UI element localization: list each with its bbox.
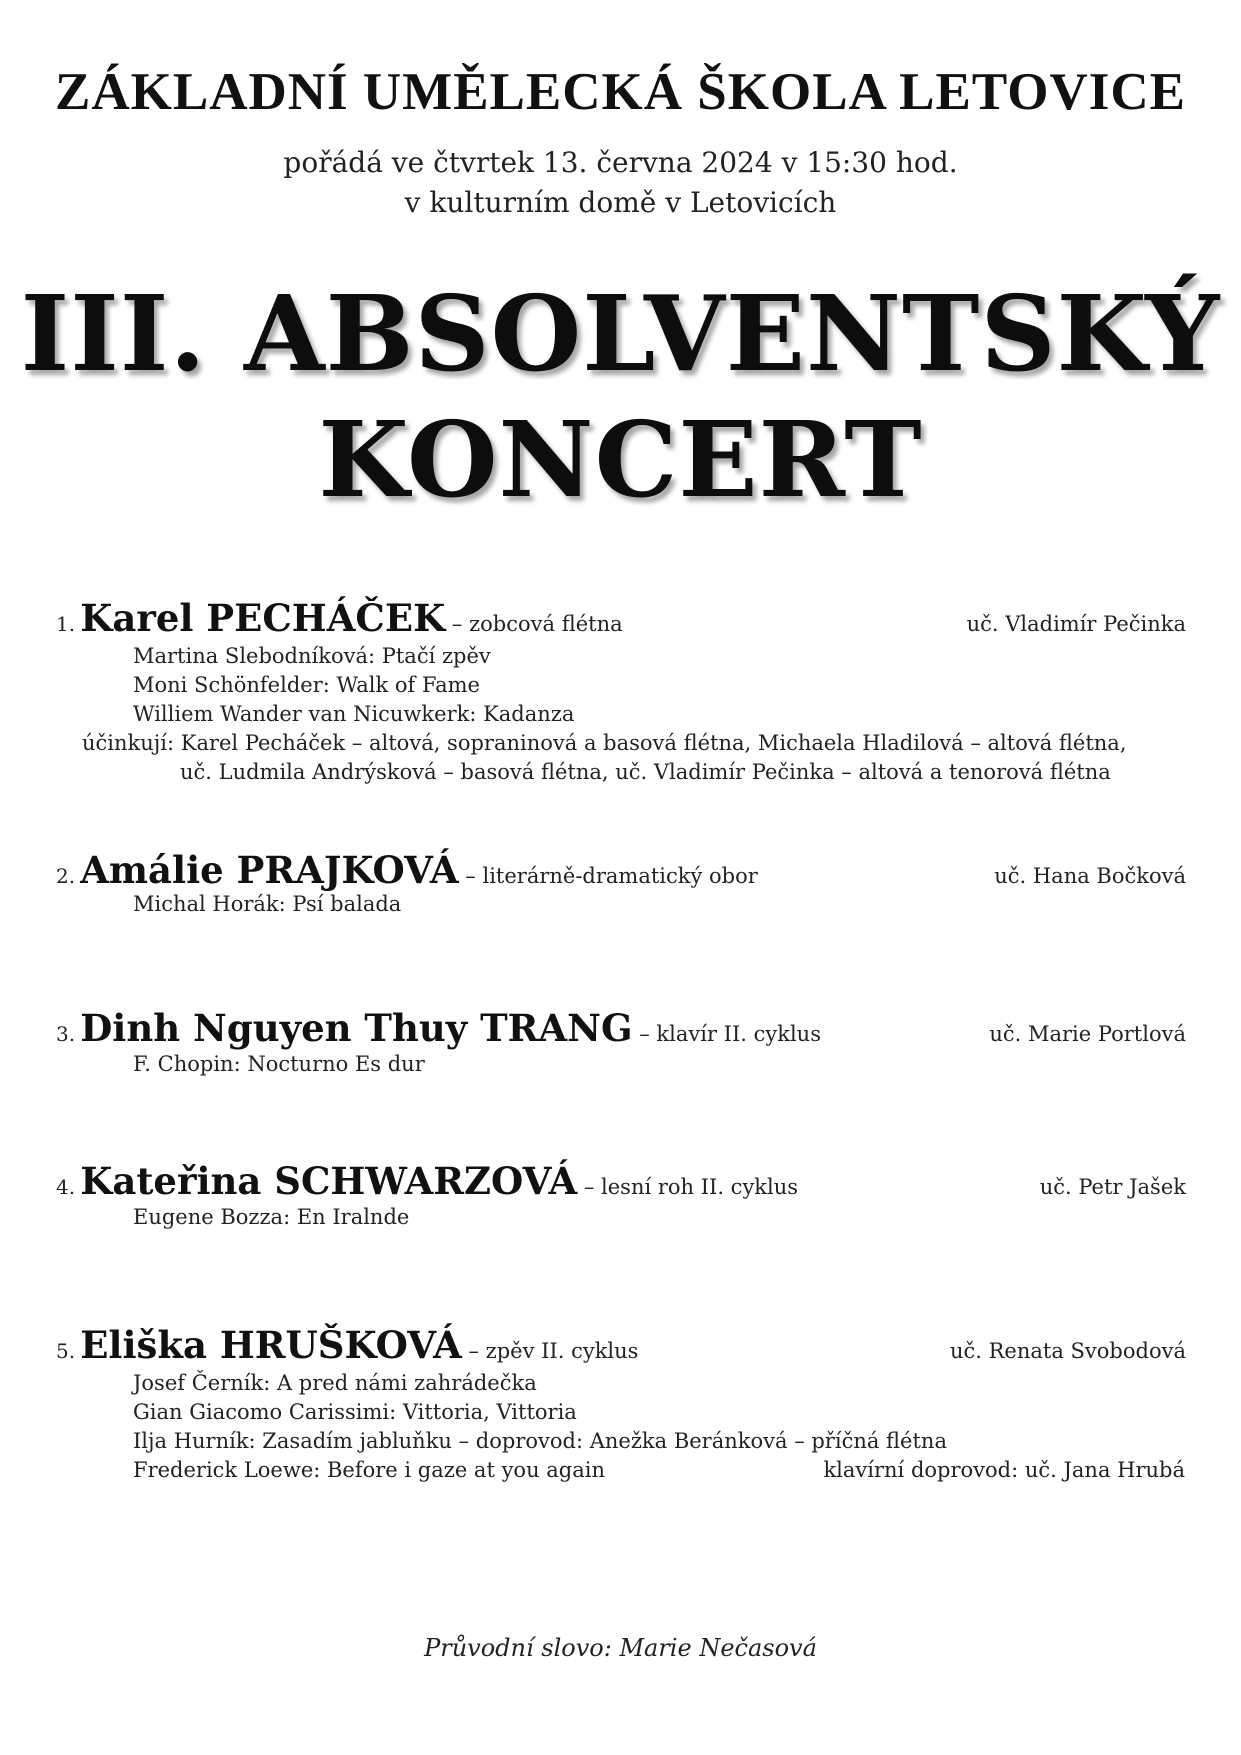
performer-instrument: – zpěv II. cyklus	[461, 1339, 639, 1363]
performer-number: 5.	[56, 1339, 76, 1363]
venue-line: v kulturním domě v Letovicích	[404, 186, 837, 219]
piece-item: Ilja Hurník: Zasadím jabluňku – doprovod: Anežka Beránková – příčná flétna	[133, 1429, 947, 1453]
performer-number: 1.	[56, 612, 76, 636]
performer-teacher: uč. Petr Jašek	[1039, 1175, 1186, 1199]
school-name: ZÁKLADNÍ UMĚLECKÁ ŠKOLA LETOVICE	[55, 63, 1186, 121]
piece-item: Frederick Loewe: Before i gaze at you again	[133, 1458, 605, 1482]
piece-item: F. Chopin: Nocturno Es dur	[133, 1052, 425, 1076]
piece-item: Eugene Bozza: En Iralnde	[133, 1205, 410, 1229]
performer-teacher: uč. Renata Svobodová	[949, 1339, 1186, 1363]
performer-name: Eliška HRUŠKOVÁ	[80, 1323, 462, 1367]
piece-item: Josef Černík: A pred námi zahrádečka	[133, 1371, 537, 1395]
performer-heading	[56, 596, 1186, 640]
date-line: pořádá ve čtvrtek 13. června 2024 v 15:30 hod.	[283, 146, 958, 179]
performing-line-1: účinkují: Karel Pecháček – altová, sopraninová a basová flétna, Michaela Hladilová – altová flétna,	[82, 731, 1127, 755]
performer-number: 2.	[56, 864, 76, 888]
performer-number: 4.	[56, 1175, 76, 1199]
performer-instrument: – zobcová flétna	[445, 612, 623, 636]
performer-heading	[56, 1159, 1186, 1203]
performer-name: Dinh Nguyen Thuy TRANG	[80, 1006, 633, 1050]
performer-instrument: – literárně-dramatický obor	[458, 864, 758, 888]
piece-item: Martina Slebodníková: Ptačí zpěv	[133, 644, 491, 668]
piece-item: Gian Giacomo Carissimi: Vittoria, Vittoria	[133, 1400, 577, 1424]
concert-title-line1: III. ABSOLVENTSKÝ	[20, 272, 1221, 395]
performer-heading	[56, 1006, 1186, 1050]
narration-credit: Průvodní slovo: Marie Nečasová	[424, 1634, 817, 1662]
performer-teacher: uč. Marie Portlová	[989, 1022, 1186, 1046]
performer-heading	[56, 1323, 1186, 1367]
performer-instrument: – klavír II. cyklus	[632, 1022, 821, 1046]
concert-title-line2: KONCERT	[318, 398, 923, 521]
performing-line-2: uč. Ludmila Andrýsková – basová flétna, uč. Vladimír Pečinka – altová a tenorová flétna	[180, 760, 1111, 784]
performer-teacher: uč. Vladimír Pečinka	[966, 612, 1186, 636]
accompaniment-note: klavírní doprovod: uč. Jana Hrubá	[823, 1458, 1185, 1482]
performer-instrument: – lesní roh II. cyklus	[577, 1175, 799, 1199]
performer-name: Kateřina SCHWARZOVÁ	[80, 1159, 578, 1203]
performer-heading	[56, 848, 1186, 892]
performer-number: 3.	[56, 1022, 76, 1046]
performer-teacher: uč. Hana Bočková	[994, 864, 1186, 888]
piece-item: Williem Wander van Nicuwkerk: Kadanza	[133, 702, 575, 726]
performer-name: Amálie PRAJKOVÁ	[80, 848, 459, 892]
performer-name: Karel PECHÁČEK	[80, 596, 446, 640]
piece-item: Moni Schönfelder: Walk of Fame	[133, 673, 480, 697]
piece-item: Michal Horák: Psí balada	[133, 892, 402, 916]
